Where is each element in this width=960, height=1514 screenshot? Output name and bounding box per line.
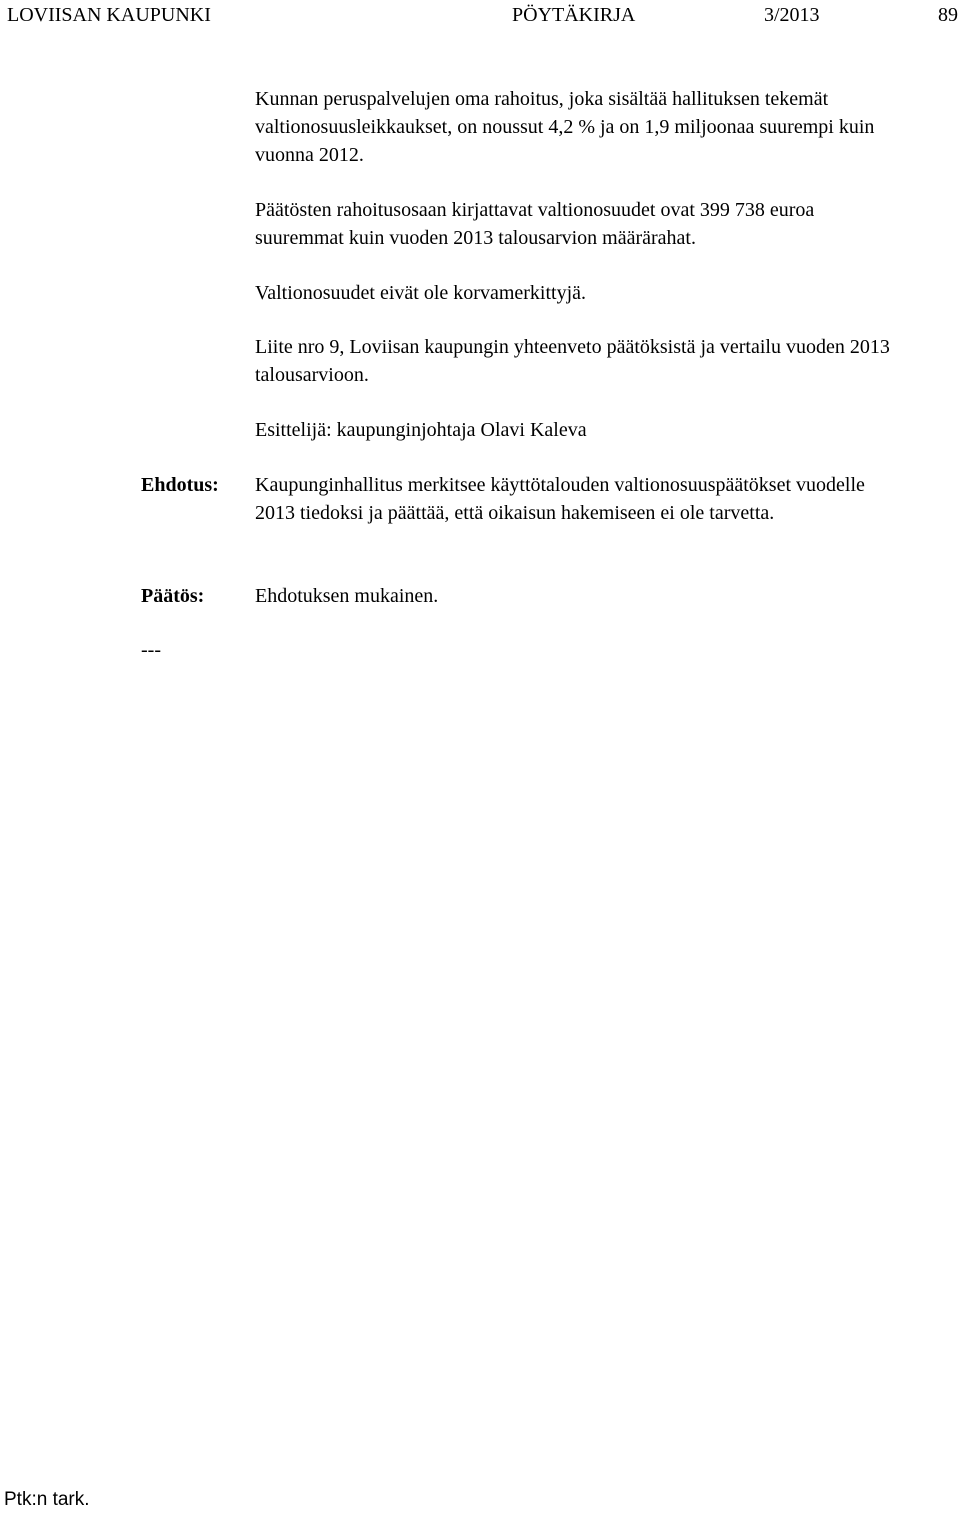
paragraph-presenter: Esittelijä: kaupunginjohtaja Olavi Kaleva [255, 419, 587, 441]
page-header [0, 2, 960, 28]
decision-label: Päätös: [141, 585, 205, 607]
document-type: PÖYTÄKIRJA [512, 4, 636, 26]
paragraph-attachment: Liite nro 9, Loviisan kaupungin yhteenveto päätöksistä ja vertailu vuoden 2013 talousarvioon. [255, 336, 890, 386]
section-separator: --- [141, 639, 161, 661]
organization-name: LOVIISAN KAUPUNKI [7, 4, 211, 26]
paragraph-funding: Kunnan peruspalvelujen oma rahoitus, joka sisältää hallituksen tekemät valtionosuusleikkaukset, on noussut 4,2 % ja on 1,9 miljoonaa suurempi kuin vuonna 2012. [255, 88, 875, 166]
page-footer: Ptk:n tark. [4, 1489, 90, 1510]
paragraph-not-earmarked: Valtionosuudet eivät ole korvamerkittyjä. [255, 282, 587, 304]
proposal-text: Kaupunginhallitus merkitsee käyttötalouden valtionosuuspäätökset vuodelle 2013 tiedoksi ja päättää, että oikaisun hakemiseen ei ole tarvetta. [255, 474, 865, 524]
meeting-number: 3/2013 [764, 4, 820, 26]
paragraph-state-subsidies: Päätösten rahoitusosaan kirjattavat valtionosuudet ovat 399 738 euroa suuremmat kuin vuoden 2013 talousarvion määrärahat. [255, 199, 815, 249]
proposal-label: Ehdotus: [141, 474, 219, 496]
decision-text: Ehdotuksen mukainen. [255, 585, 439, 607]
page-number: 89 [938, 4, 958, 26]
